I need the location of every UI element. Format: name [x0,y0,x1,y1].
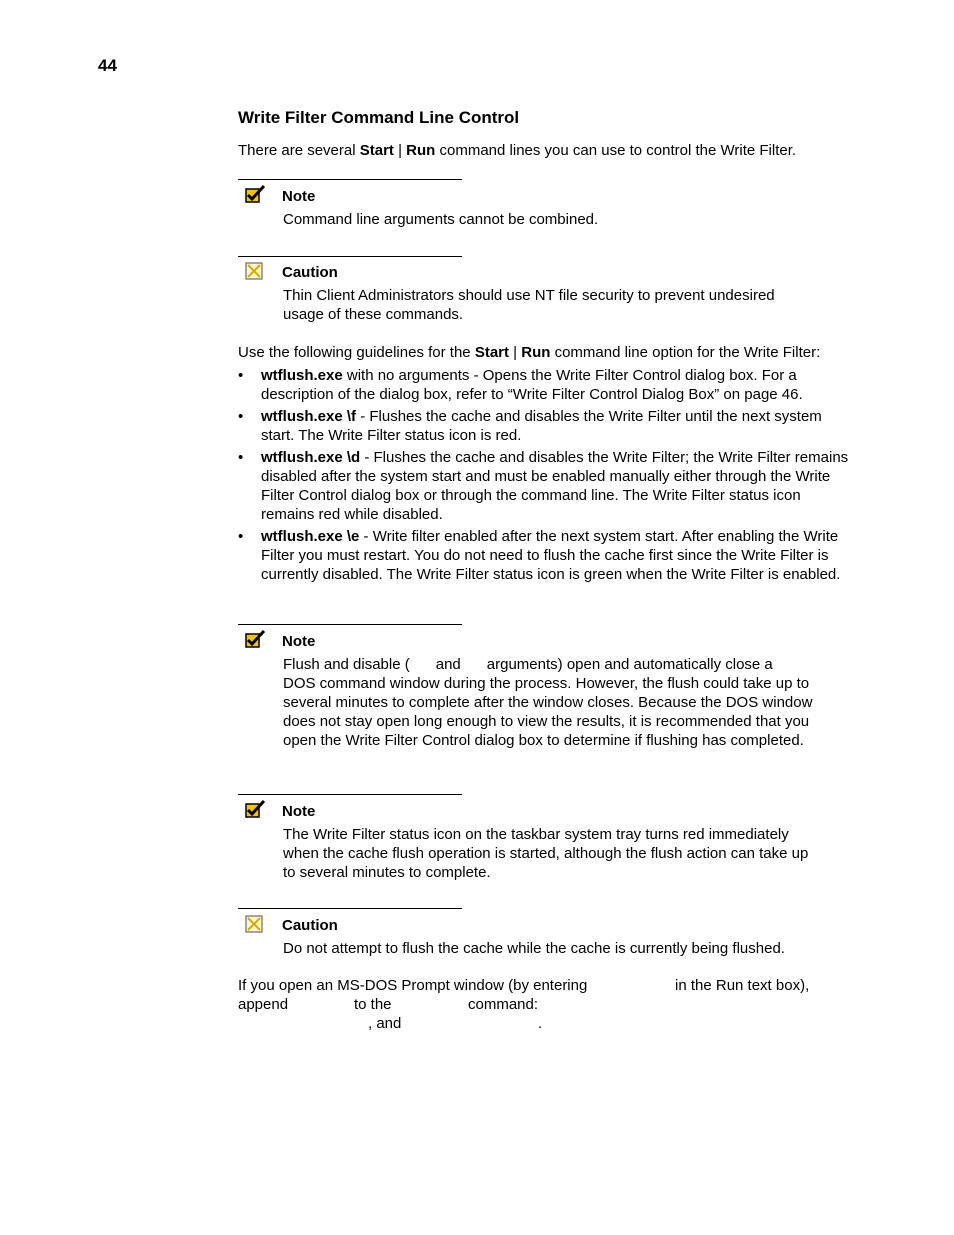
note-text-part: arguments) open and automatically close a [486,656,773,673]
caution-body: Thin Client Administrators should use NT file security to prevent undesired usage of these commands. [283,287,775,323]
command-description: - Flushes the cache and disables the Write Filter until the next system start. The Write Filter status icon is red. [261,408,822,444]
note-body [283,655,813,750]
note-body: Command line arguments cannot be combined. [283,211,599,228]
section-title: Write Filter Command Line Control [238,108,520,127]
closing-text: to the [354,996,392,1013]
note-body-rest: DOS command window during the process. However, the flush could take up to several minutes to complete after the window closes. Because the DOS window does not stay open long enough to view the results, it is recommended that you open the Write Filter Control dialog box to determine if flushing has completed. [283,675,813,749]
command-name: wtflush.exe \e [261,528,360,545]
guidelines-separator: | [509,344,522,361]
closing-text: append [238,996,289,1013]
list-item [238,448,858,524]
guidelines-text-pre: Use the following guidelines for the [238,344,475,361]
note-divider [238,794,462,795]
list-item [238,366,858,404]
note-text-part: Flush and disable ( [283,656,410,673]
list-item [238,527,858,584]
guidelines-text-post: command line option for the Write Filter: [550,344,821,361]
intro-run-bold: Run [406,142,436,159]
closing-text: in the Run text box), [675,977,810,994]
closing-text: , and [368,1015,402,1032]
bullet-symbol: • [238,449,244,466]
command-name: wtflush.exe \f [261,408,357,425]
command-description: - Flushes the cache and disables the Write Filter; the Write Filter remains disabled after the system start and must be enabled manually either through the Write Filter Control dialog box or through the command line. The Write Filter status icon remains red while disabled. [261,449,849,523]
caution-divider [238,908,462,909]
bullet-symbol: • [238,367,244,384]
intro-paragraph [238,141,858,160]
closing-text: command: [468,996,539,1013]
caution-heading: Caution [282,264,338,281]
guidelines-paragraph [238,343,858,362]
note-heading: Note [282,633,316,650]
guidelines-run-bold: Run [521,344,551,361]
note-check-icon [245,185,265,203]
caution-x-icon [245,915,265,933]
note-body-first-line [283,655,813,674]
command-description: with no arguments - Opens the Write Filter Control dialog box. For a description of the dialog box, refer to “Write Filter Control Dialog Box” on page 46. [261,367,803,403]
bullet-symbol: • [238,528,244,545]
note-text-part: and [435,656,461,673]
command-name: wtflush.exe \d [261,449,361,466]
intro-text-pre: There are several [238,142,360,159]
note-check-icon [245,800,265,818]
intro-start-bold: Start [359,142,394,159]
note-check-icon [245,630,265,648]
command-bullet-list [238,366,858,587]
note-body: The Write Filter status icon on the taskbar system tray turns red immediately when the cache flush operation is started, although the flush action can take up to several minutes to complete. [283,826,809,881]
closing-paragraph [238,976,858,1033]
note-divider [238,179,462,180]
caution-body: Do not attempt to flush the cache while the cache is currently being flushed. [283,940,785,957]
caution-x-icon [245,262,265,280]
bullet-symbol: • [238,408,244,425]
caution-heading: Caution [282,917,338,934]
intro-text-post: command lines you can use to control the Write Filter. [435,142,797,159]
list-item [238,407,858,445]
command-description: - Write filter enabled after the next system start. After enabling the Write Filter you must restart. You do not need to flush the cache first since the Write Filter is currently disabled. The Write Filter status icon is green when the Write Filter is enabled. [261,528,841,583]
note-heading: Note [282,803,316,820]
note-divider [238,624,462,625]
intro-separator: | [393,142,407,159]
command-name: wtflush.exe [261,367,343,384]
note-heading: Note [282,188,316,205]
guidelines-start-bold: Start [474,344,509,361]
caution-divider [238,256,462,257]
closing-text: . [538,1015,543,1032]
closing-text: If you open an MS-DOS Prompt window (by entering [238,977,588,994]
page-number: 44 [98,56,117,75]
